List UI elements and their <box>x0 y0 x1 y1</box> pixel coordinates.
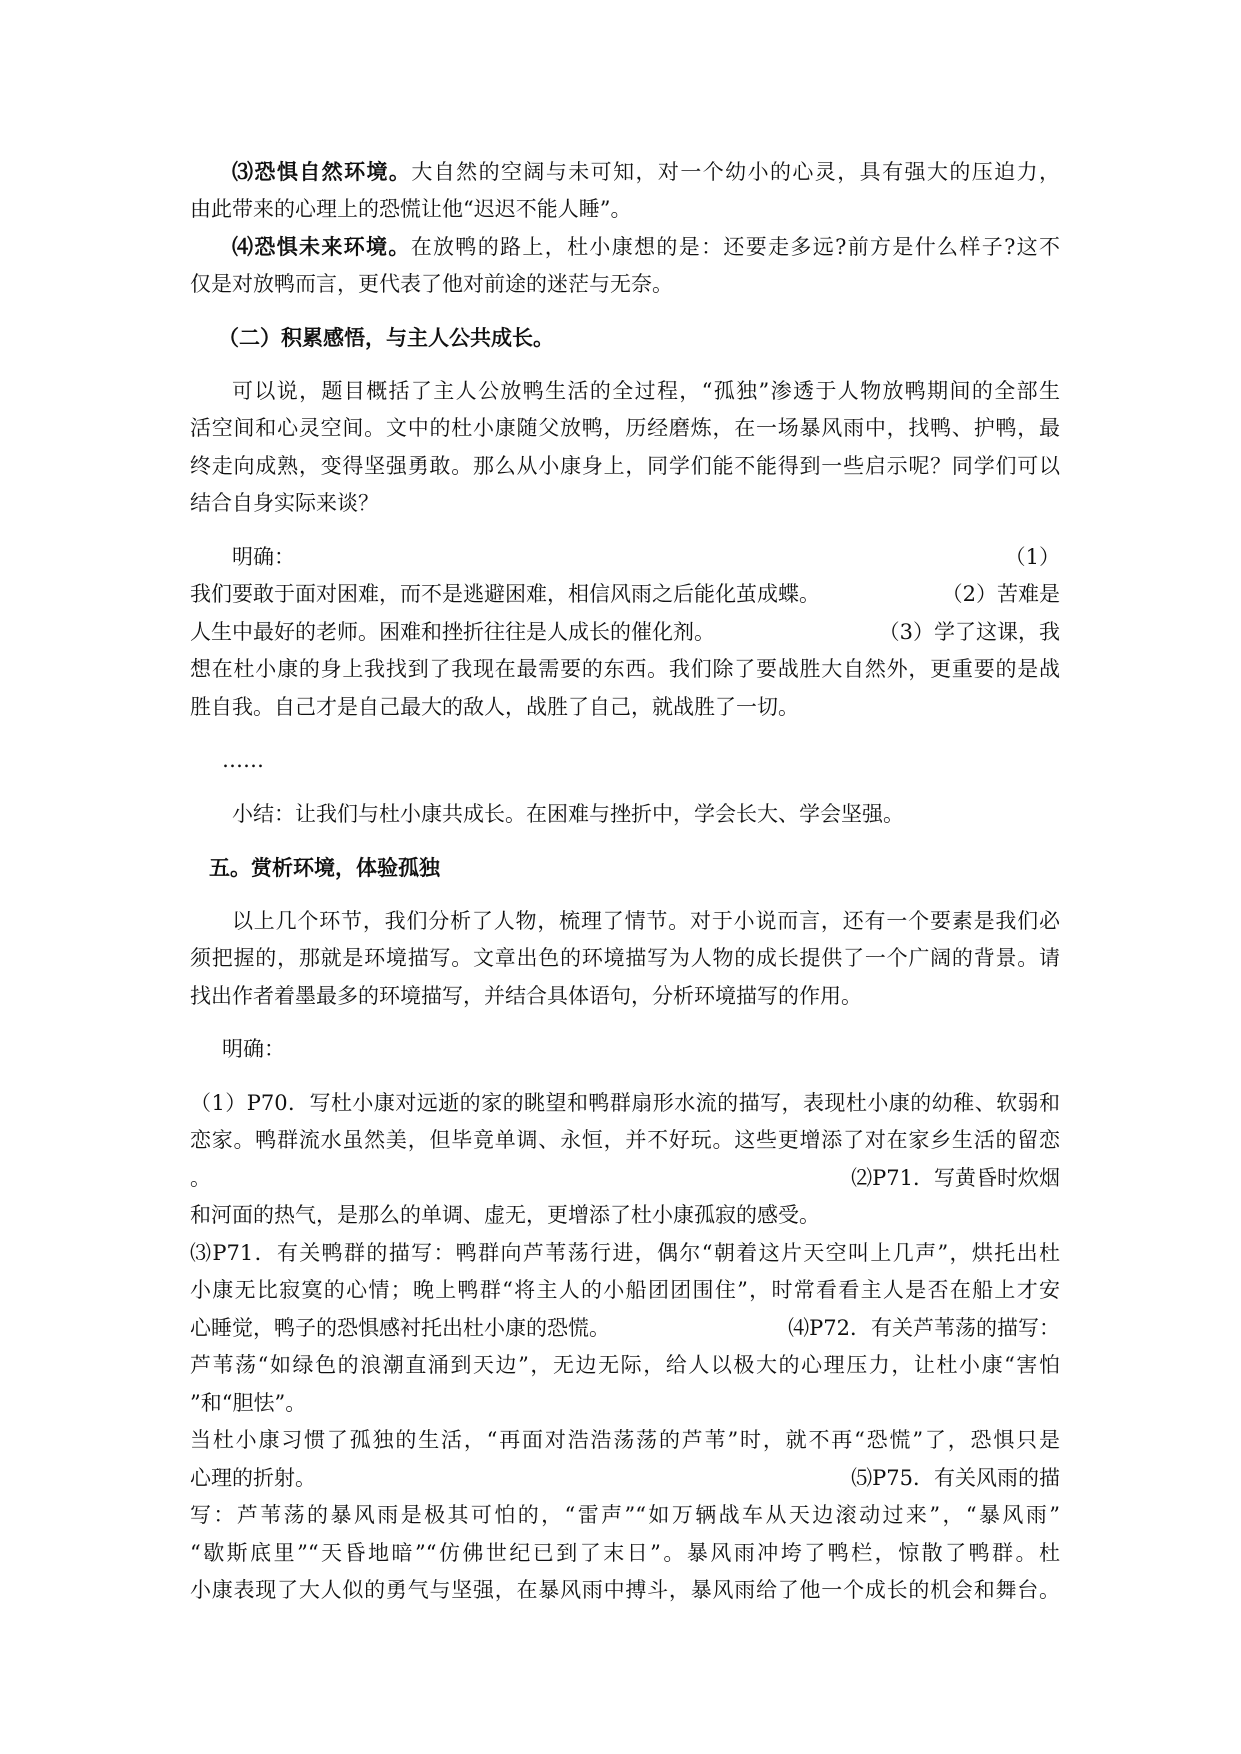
analysis-line-11 <box>190 1460 1060 1498</box>
answer-line-4: 想在杜小康的身上我找到了我现在最需要的东西。我们除了要战胜大自然外，更重要的是战 <box>190 657 1060 681</box>
summary-line: 小结：让我们与杜小康共成长。在困难与挫折中，学会长大、学会坚强。 <box>232 801 904 826</box>
para-growth-line-3: 终走向成熟，变得坚强勇敢。那么从小康身上，同学们能不能得到一些启示呢？同学们可以 <box>190 453 1060 478</box>
point-fear-future-text: 在放鸭的路上，杜小康想的是：还要走多远?前方是什么样子?这不 <box>410 235 1061 259</box>
para-environment-line-3: 找出作者着墨最多的环境描写，并结合具体语句，分析环境描写的作用。 <box>190 983 862 1008</box>
ellipsis: …… <box>222 748 264 772</box>
answer-line-3 <box>190 614 1060 652</box>
answer-label-2: 明确： <box>222 1037 285 1061</box>
analysis-line-2: 恋家。鸭群流水虽然美，但毕竟单调、永恒，并不好玩。这些更增添了对在家乡生活的留恋 <box>190 1128 1060 1152</box>
analysis-line-8: 芦苇荡“如绿色的浪潮直涌到天边”，无边无际，给人以极大的心理压力，让杜小康“害怕 <box>190 1353 1060 1377</box>
answer-line-2-right: （2）苦难是 <box>941 582 1060 606</box>
answer-line-2-left: 我们要敢于面对困难，而不是逃避困难，相信风雨之后能化茧成蝶。 <box>190 582 820 606</box>
para-environment-line-1: 以上几个环节，我们分析了人物，梳理了情节。对于小说而言，还有一个要素是我们必 <box>232 908 1060 933</box>
analysis-line-7 <box>190 1310 1060 1348</box>
para-growth-line-1: 可以说，题目概括了主人公放鸭生活的全过程，“孤独”渗透于人物放鸭期间的全部生 <box>232 378 1060 403</box>
point-fear-nature-line-2: 由此带来的心理上的恐慌让他“迟迟不能人睡”。 <box>190 196 632 221</box>
analysis-line-12: 写：芦苇荡的暴风雨是极其可怕的，“雷声”“如万辆战车从天边滚动过来”，“暴风雨” <box>190 1503 1060 1527</box>
answer-line-5: 胜自我。自己才是自己最大的敌人，战胜了自己，就战胜了一切。 <box>190 694 799 719</box>
answer-line-3-right: （3）学了这课，我 <box>878 619 1060 644</box>
analysis-line-1: （1）P70．写杜小康对远逝的家的眺望和鸭群扇形水流的描写，表现杜小康的幼稚、软弱和 <box>190 1090 1060 1115</box>
answer-line-1 <box>190 539 1060 577</box>
analysis-line-11-right: ⑸P75．有关风雨的描 <box>851 1465 1060 1490</box>
section-heading-2: （二）积累感悟，与主人公共成长。 <box>218 325 554 350</box>
point-fear-future-title: ⑷恐惧未来环境。 <box>232 234 411 259</box>
answer-label: 明确： <box>232 544 295 569</box>
point-fear-future-line-1 <box>190 228 1060 266</box>
analysis-line-3-right: ⑵P71．写黄昏时炊烟 <box>851 1165 1060 1190</box>
analysis-line-6: 小康无比寂寞的心情；晚上鸭群“将主人的小船团团围住”，时常看看主人是否在船上才安 <box>190 1278 1060 1302</box>
para-growth-line-2: 活空间和心灵空间。文中的杜小康随父放鸭，历经磨炼，在一场暴风雨中，找鸭、护鸭，最 <box>190 416 1060 440</box>
point-fear-future-line-2: 仅是对放鸭而言，更代表了他对前途的迷茫与无奈。 <box>190 271 673 296</box>
analysis-line-3-left: 。 <box>190 1165 211 1190</box>
analysis-line-10: 当杜小康习惯了孤独的生活，“再面对浩浩荡荡的芦苇”时，就不再“恐慌”了，恐惧只是 <box>190 1428 1060 1452</box>
point-fear-nature-line-1 <box>190 153 1060 191</box>
document-body <box>190 153 1060 1610</box>
answer-item-1-marker: （1） <box>1004 544 1060 569</box>
analysis-line-3 <box>190 1160 1060 1198</box>
section-heading-5: 五。赏析环境，体验孤独 <box>209 855 440 880</box>
analysis-line-14: 小康表现了大人似的勇气与坚强，在暴风雨中搏斗，暴风雨给了他一个成长的机会和舞台。 <box>190 1578 1060 1602</box>
analysis-line-7-left: 心睡觉，鸭子的恐惧感衬托出杜小康的恐慌。 <box>190 1315 610 1340</box>
answer-line-2 <box>190 576 1060 614</box>
para-growth-line-4: 结合自身实际来谈？ <box>190 491 379 515</box>
analysis-line-11-left: 心理的折射。 <box>190 1465 316 1490</box>
analysis-line-9: ”和“胆怯”。 <box>190 1390 307 1415</box>
analysis-line-4: 和河面的热气，是那么的单调、虚无，更增添了杜小康孤寂的感受。 <box>190 1203 820 1227</box>
analysis-line-13: “歇斯底里”“天昏地暗”“仿佛世纪已到了末日”。暴风雨冲垮了鸭栏，惊散了鸭群。杜 <box>190 1540 1060 1565</box>
analysis-line-7-right: ⑷P72．有关芦苇荡的描写： <box>788 1315 1060 1340</box>
point-fear-nature-title: ⑶恐惧自然环境。 <box>232 159 412 184</box>
analysis-line-5: ⑶P71．有关鸭群的描写：鸭群向芦苇荡行进，偶尔“朝着这片天空叫上几声”，烘托出杜 <box>190 1240 1060 1265</box>
point-fear-nature-text: 大自然的空阔与未可知，对一个幼小的心灵，具有强大的压迫力， <box>411 160 1061 184</box>
para-environment-line-2: 须把握的，那就是环境描写。文章出色的环境描写为人物的成长提供了一个广阔的背景。请 <box>190 946 1060 970</box>
answer-line-3-left: 人生中最好的老师。困难和挫折往往是人成长的催化剂。 <box>190 619 715 644</box>
